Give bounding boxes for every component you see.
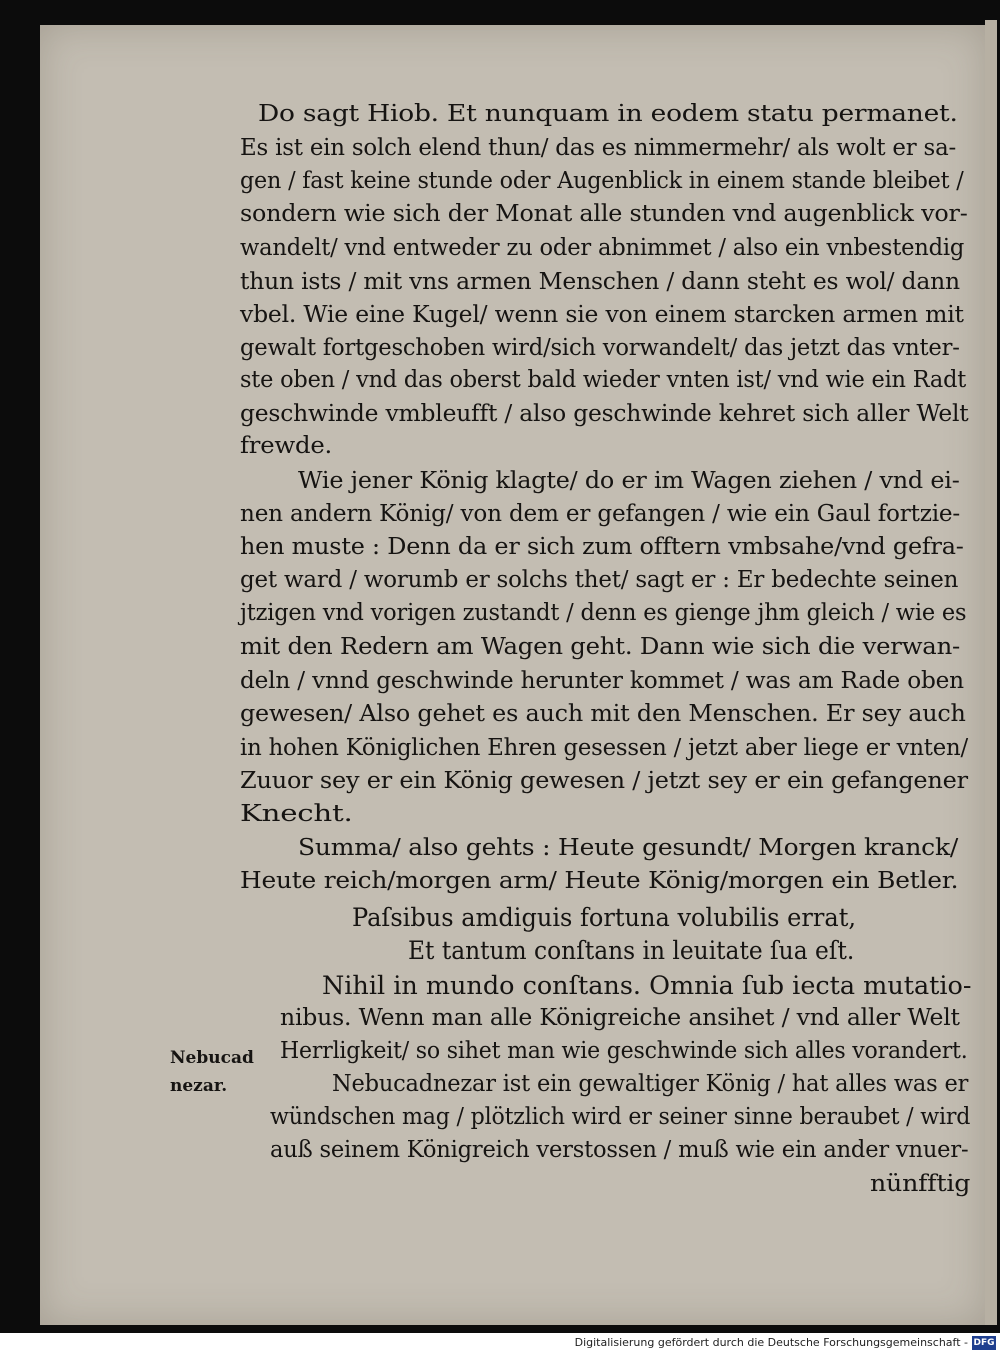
text-line: frewde. [240,433,333,459]
page-edge [985,20,997,1325]
text-line: Nihil in mundo conſtans. Omnia ſub iecta mutatio- [322,971,972,1000]
text-line: Knecht. [240,801,353,827]
text-line: nünfftig [870,1171,971,1197]
footer-bar [0,1333,1000,1355]
text-line: sondern wie sich der Monat alle stunden vnd augenblick vor- [240,201,968,227]
text-line: Heute reich/morgen arm/ Heute König/morgen ein Betler. [240,868,959,894]
text-line: get ward / worumb er solchs thet/ sagt er : Er bedechte seinen [240,567,959,593]
marginal-note-line: Nebucad [170,1048,254,1068]
text-line: deln / vnnd geschwinde herunter kommet / was am Rade oben [240,668,964,694]
text-line: jtzigen vnd vorigen zustandt / denn es gienge jhm gleich / wie es [240,600,967,626]
text-line: Paſsibus amdiguis fortuna volubilis errat, [352,903,857,932]
text-line: vbel. Wie eine Kugel/ wenn sie von einem starcken armen mit [240,302,964,328]
text-line: wandelt/ vnd entweder zu oder abnimmet / also ein vnbestendig [240,235,965,261]
text-line: Do sagt Hiob. Et nunquam in eodem statu permanet. [258,101,958,127]
text-line: hen muste : Denn da er sich zum offtern vmbsahe/vnd gefra- [240,534,964,560]
text-line: mit den Redern am Wagen geht. Dann wie sich die verwan- [240,634,961,660]
text-line: auß seinem Königreich verstossen / muß wie ein ander vnuer- [270,1137,969,1163]
text-line: gewalt fortgeschoben wird/sich vorwandelt/ das jetzt das vnter- [240,335,960,361]
text-line: ste oben / vnd das oberst bald wieder vnten ist/ vnd wie ein Radt [240,367,967,393]
text-line: nen andern König/ von dem er gefangen / wie ein Gaul fortzie- [240,501,961,527]
dfg-logo-icon: DFG [973,1338,995,1348]
text-line: Zuuor sey er ein König gewesen / jetzt sey er ein gefangener [240,768,968,794]
book-page [40,25,985,1325]
text-line: gen / fast keine stunde oder Augenblick in einem stande bleibet / [240,168,964,194]
text-line: nibus. Wenn man alle Königreiche ansihet / vnd aller Welt [280,1005,960,1031]
text-line: Et tantum conſtans in leuitate ſua eſt. [408,936,855,965]
text-line: Nebucadnezar ist ein gewaltiger König / hat alles was er [332,1071,969,1097]
text-line: gewesen/ Also gehet es auch mit den Menschen. Er sey auch [240,701,966,727]
text-line: Summa/ also gehts : Heute gesundt/ Morgen kranck/ [298,835,959,861]
text-line: Wie jener König klagte/ do er im Wagen ziehen / vnd ei- [298,468,960,494]
text-line: wündschen mag / plötzlich wird er seiner sinne beraubet / wird [270,1104,971,1130]
text-line: Es ist ein solch elend thun/ das es nimmermehr/ als wolt er sa- [240,135,957,161]
footer-credit-text: Digitalisierung gefördert durch die Deutsche Forschungsgemeinschaft - [574,1336,968,1349]
marginal-note-line: nezar. [170,1076,228,1096]
text-line: Herrligkeit/ so sihet man wie geschwinde sich alles vorandert. [280,1038,968,1064]
text-line: in hohen Königlichen Ehren gesessen / jetzt aber liege er vnten/ [240,735,968,761]
text-line: geschwinde vmbleufft / also geschwinde kehret sich aller Welt [240,401,969,427]
text-line: thun ists / mit vns armen Menschen / dann steht es wol/ dann [240,269,960,295]
